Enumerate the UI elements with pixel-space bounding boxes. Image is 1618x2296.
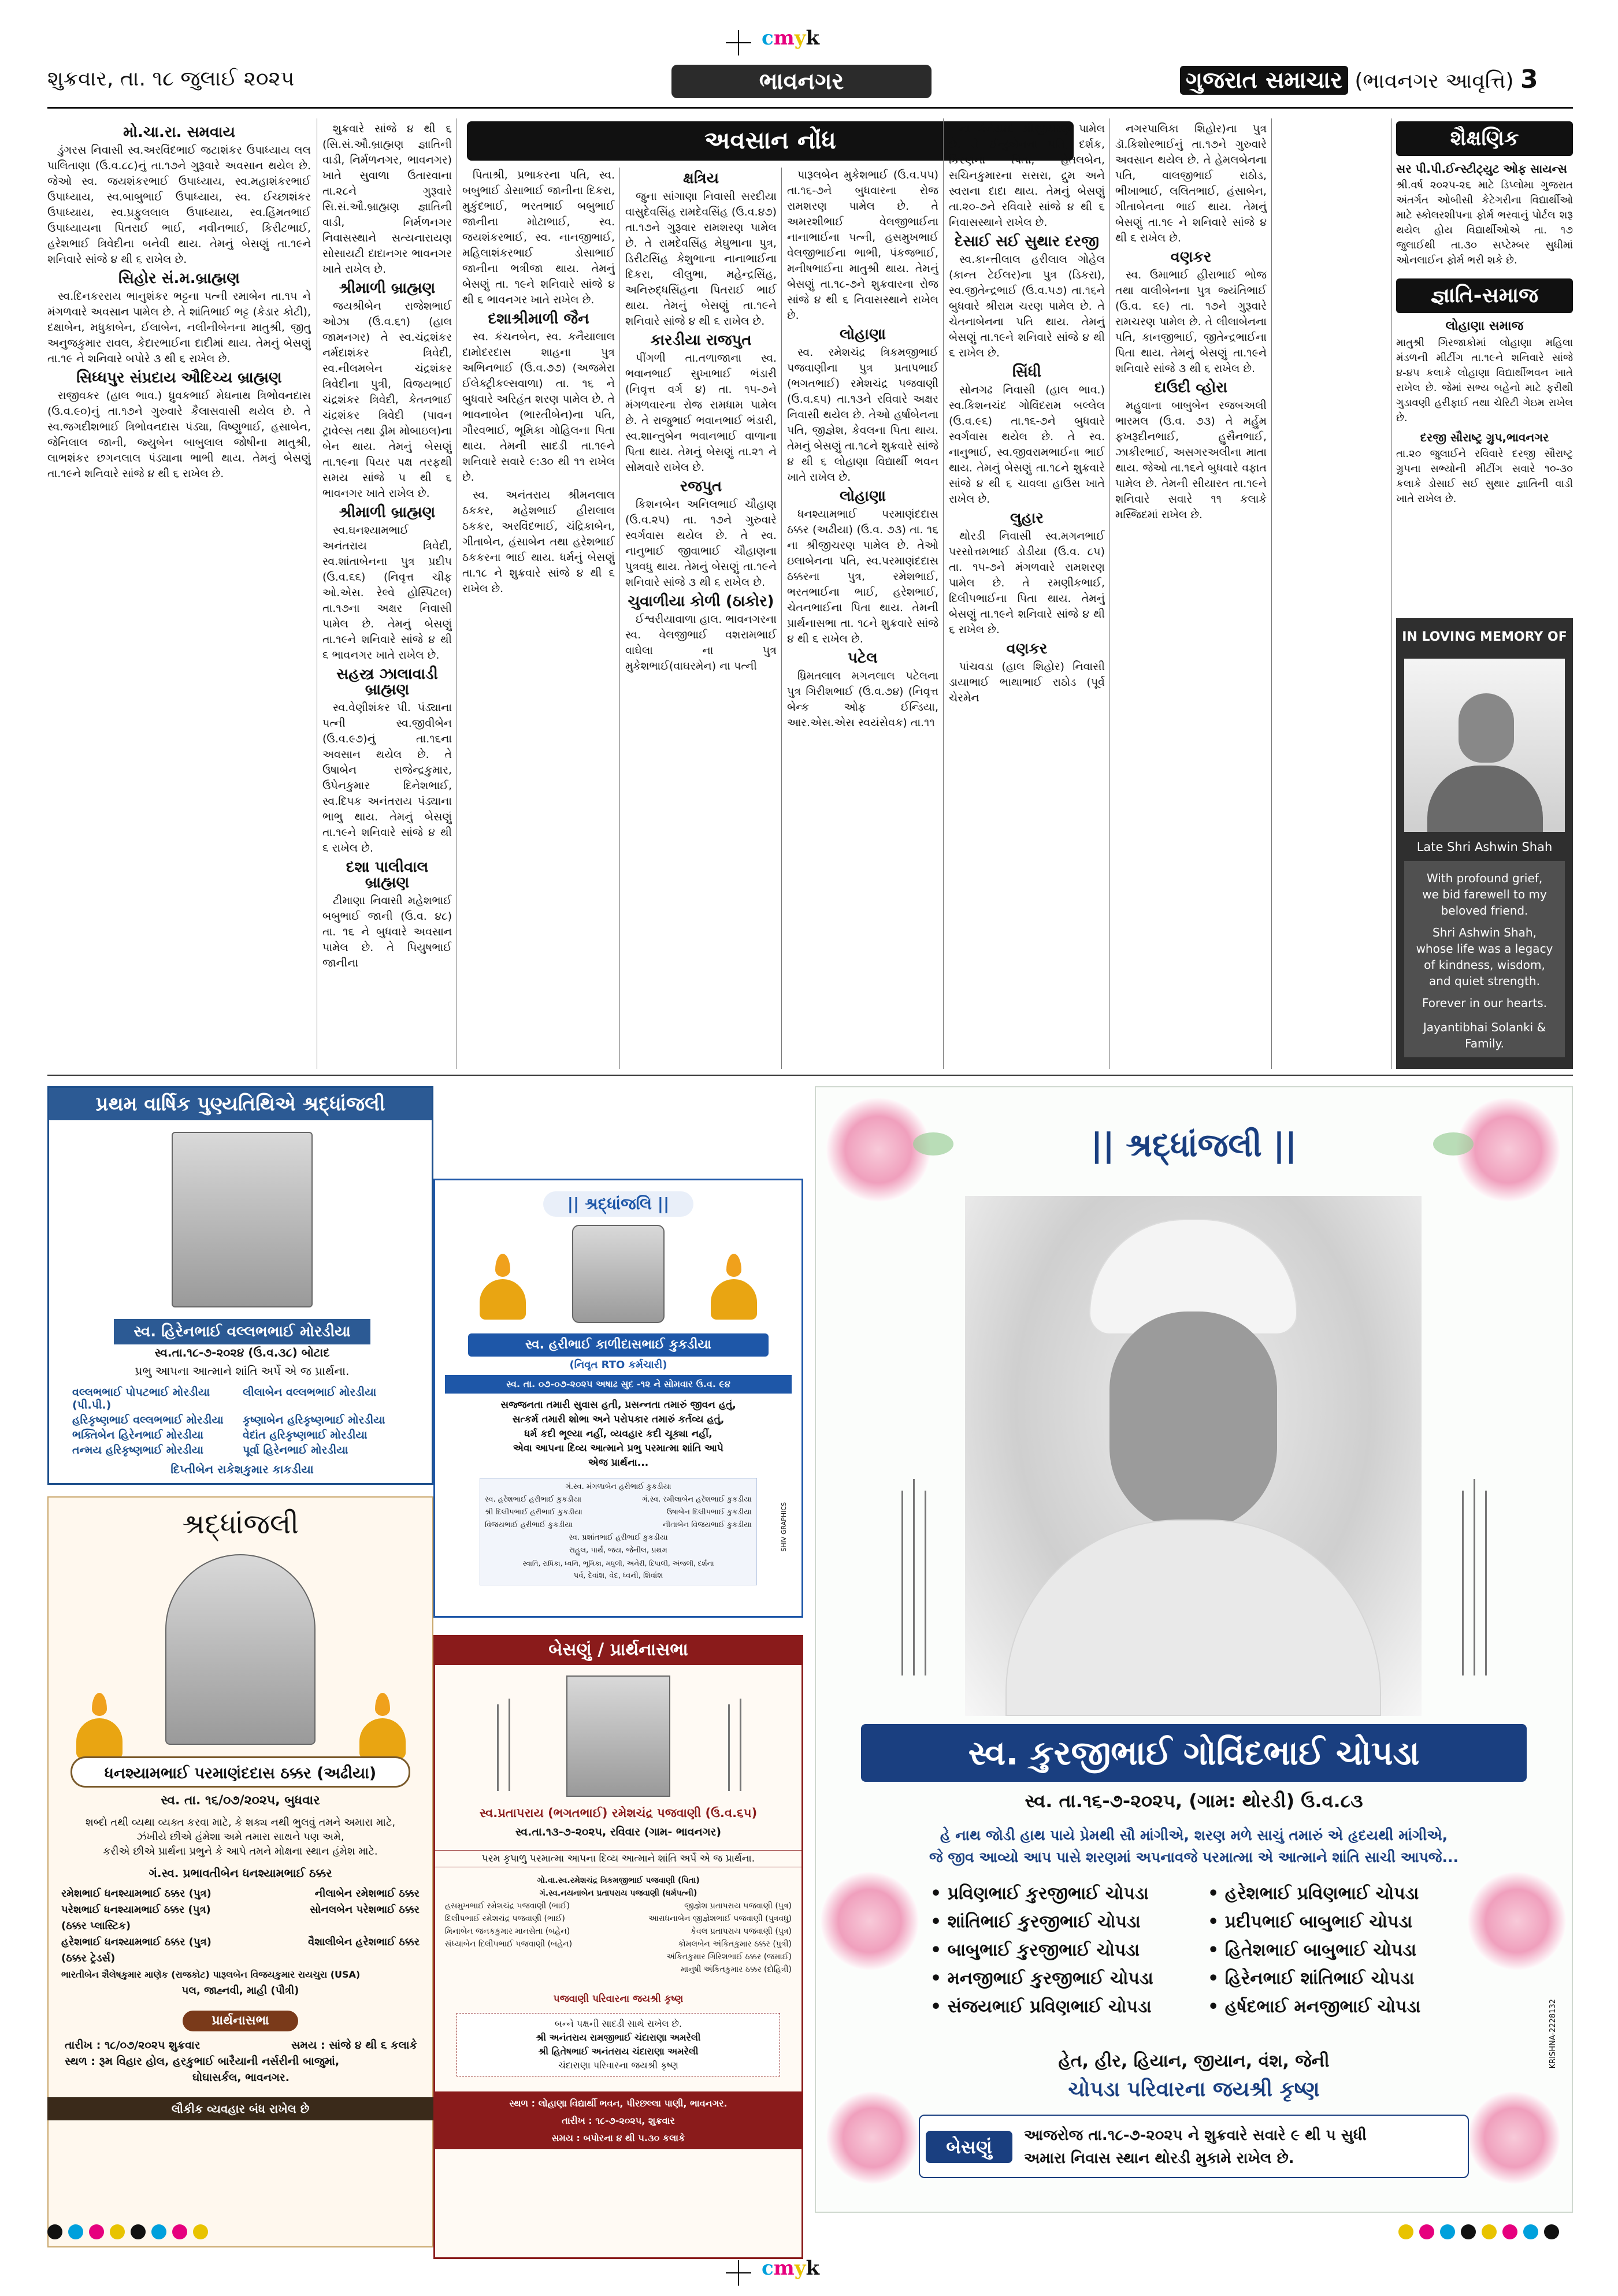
obituary-text: રાજીવકર (હાલ ભાવ.) ધ્રુવકભાઈ મેઘનાથ ત્રિભોવનદાસ (ઉ.વ.૯૦)નું તા.૧૭ને ગુરુવારે કૈલાસવાસી થયેલ છે. તે સ્વ.જગદીશભાઈ ત્રિભોવનદાસ પંડ્યા, વિષ્ણુભાઈ, હસાબેન, જેનિલાલ જાની, જ્યુબેન બાબુલાલ જોષીના માતુશ્રી, લાભશંકર છગનલાલ પંડ્યાના ભાભી થાય. તેમનું બેસણું તા.૧૯ને શનિવારે સાંજે ૪ થી ૬ રાખેલ છે. [47,389,311,480]
designer-credit: SHIV GRAPHICS [780,1502,788,1552]
memorial-title: IN LOVING MEMORY OF [1402,630,1567,644]
education-heading: શૈક્ષણિક [1396,121,1573,156]
meeting-details [433,2091,803,2149]
besnu-notice [919,2115,1469,2178]
obituary-text: સ્વ. રમેશચંદ્ર ત્રિકમજીભાઈ પજવાણીના પુત્ર પ્રતાપભાઈ (ભગતભાઈ) રમેશચંદ્ર પજવાણી (ઉ.વ.૬૫) તા.૧૩ને રવિવારે અક્ષર નિવાસી થયેલ છે. તેઓ હર્ષાબેનના પતિ, જીજ્ઞેશ, કેવલના પિતા થાય. તેમનું બેસણું તા.૧૮ને શુક્રવારે સાંજે ૪ થી ૬ લોહાણા વિદ્યાર્થી ભવન ખાતે રાખેલ છે. [787,346,938,484]
family-list [480,1478,757,1585]
obituary-banner: અવસાન નોંધ [467,121,1074,161]
meeting-time: સમય : સાંજે ૪ થી ૬ કલાકે [291,2039,417,2052]
incense-icon [497,1704,499,1791]
obituary-heading: મો.ચા.રા. સમવાય [123,124,235,141]
family-member: દિપ્તીબેન રાકેશકુમાર કાકડીયા [170,1462,314,1476]
family-member: પર્વ, દેવાંશ, વેદ, ધ્વની, શિવાંશ [573,1571,663,1580]
memorial-line: Shri Ashwin Shah, [1433,926,1537,939]
education-subheading: સર પી.પી.ઈન્સ્ટીટ્યુટ ઓફ સાયન્સ [1396,162,1567,176]
family-member: વૈશાલીબેન હરેશભાઈ ઠક્કર [308,1936,420,1948]
column-rule [1391,118,1392,1069]
obituary-text: કિશનબેન અનિલભાઈ ચૌહાણ (ઉ.વ.૨૫) તા. ૧૭ને ગુરુવારે સ્વર્ગવાસ થયેલ છે. તે સ્વ. નાનુભાઈ જીવાભાઈ ચૌહાણના પુત્રવધુ થાય. તેમનું બેસણું તા.૧૯ને શનિવારે સાંજે ૩ થી ૬ રાખેલ છે. [625,498,777,589]
family-member: વેદાંત હરિકૃષ્ણભાઈ મોરડીયા [243,1429,368,1441]
obituary-text: પિતાશ્રી, પ્રભાકરના પતિ, સ્વ. બબુભાઈ ડોસાભાઈ જાનીના દિકરા, મુકુંદભાઈ, ભરતભાઈ બબુભાઈ જાનીના મોટાભાઈ, સ્વ. જયશંકરભાઈ, સ્વ. નાનજીભાઈ, મહિલાશંકરભાઈ ડોસાભાઈ જાનીના ભત્રીજા થાય. તેમનું બેસણું તા. ૧૯ને શનિવારે સાંજે ૪ થી ૬ ભાવનગર ખાતે રાખેલ છે. [462,169,615,306]
family-member: નીતાબેન વિજયભાઈ કુકડીયા [662,1521,752,1529]
family-member: હરેશભાઈ ધનશ્યામભાઈ ઠક્કર (પુત્ર) [61,1936,211,1948]
tribute-prayer [849,1825,1538,1868]
family-member: જીજ્ઞેશ પ્રતાપરાય પજવાણી (પુત્ર) [684,1901,792,1911]
flower-decoration [826,2091,919,2184]
obituary-heading: સિધ્ધપુર સંપ્રદાય ઔદિચ્ય બ્રાહ્મણ [76,369,282,387]
obituary-text: જયશ્રીબેન રાજેશભાઈ ઓઝા (ઉ.વ.૬૧) (હાલ જામનગર) તે સ્વ.ચંદ્રશંકર નર્મદાશંકર ત્રિવેદી, સ્વ.નીલમબેન ચંદ્રશંકર ત્રિવેદીના પુત્રી, વિજયભાઈ ચંદ્રશંકર ત્રિવેદી, કેતનભાઈ ચંદ્રશંકર ત્રિવેદી (પાવન ટ્રાવેલ્સ તથા ડ્રીમ મોબાઇલ)ના બેન થાય. તેમનું બેસણું તા.૧૯ના પિયર પક્ષ તરફથી સમય સાંજે ૫ થી ૬ ભાવનગર ખાતે રાખેલ છે. [322,300,452,500]
tribute-ad-moradiya [47,1086,433,1485]
column-rule [781,168,782,1069]
family-member: પલ, જાહ્નવી, માહી (પૌત્રી) [181,1985,299,1997]
custom-notice: લૌકીક વ્યવહાર બંધ રાખેલ છે [47,2097,433,2120]
obituary-text: સ્વ. અનંતરાય શ્રીમનલાલ ઠકકર, મહેશભાઈ હીરાલાલ ઠકકર, અરવિંદભાઈ, ચંદ્રિકાબેન, ગીતાબેન, હંસાબેન તથા હરેશભાઈ ઠકકરના ભાઈ થાય. ધર્મનું બેસણું તા.૧૮ ને શુક્રવારે સાંજે ૪ થી ૬ રાખેલ છે. [462,489,615,595]
family-member: વલ્લભભાઈ પોપટભાઈ મોરડીયા (પી.પી.) [72,1386,210,1411]
tribute-ad-chopda [815,1086,1573,2213]
notices-sidebar [1396,121,1573,601]
memorial-signoff: Jayantibhai Solanki & [1423,1020,1546,1034]
cmyk-label: cmyk [762,27,820,50]
family-member: ભારતીબેન શૈલેષકુમાર માણેક (રાજકોટ) પારૂલબેન વિજયકુમાર રાયચુરા (USA) [61,1969,361,1980]
obituary-text: જુના સાંગાણા નિવાસી સરદીયા વાસુદેવસિંહ રામદેવસિંહ (ઉ.વ.૪૭) તા.૧૭ને ગુરૂવાર રામશરણ પામેલ છે. તે રામદેવસિંહ મેઘુભાના પુત્ર, ડિરીટસિંહ કેશુભાના નાનાભાઈના દિકરા, લીલુભા, મહેન્દ્રસિંહ, અનિરુદ્ધસિંહના પિતરાઈ ભાઈ થાય. તેમનું બેસણું તા.૧૯ને શનિવારે સાંજે ૪ થી ૬ રાખેલ છે. [625,190,777,328]
flower-decoration [821,1872,919,1970]
obituary-text: સ્વ.કાન્તીલાલ હરીલાલ ગોહેલ (કાન્ત ટેઈલર)ના પુત્ર (ડિકરા), સ્વ.જીતેન્દ્રભાઈ (ઉ.વ.૫૭) તા.૧૬ને બુધવારે શ્રીરામ ચરણ પામેલ છે. તે ચેતનાબેનના પતિ થાય. તેમનું બેસણું તા.૧૯ને શનિવારે સાંજે ૪ થી ૬ રાખેલ છે. [949,253,1105,359]
tribute-poem [59,1815,422,1859]
notice-line: શ્રી અનંતરાય રામજીભાઈ ચંદારાણા અમરેલી [536,2032,701,2043]
besnu-date: આજરોજ તા.૧૮-૭-૨૦૨૫ ને શુક્રવારે સવારે ૯ થી ૫ સુધી [1024,2127,1367,2144]
edition-label: (ભાવનગર આવૃત્તિ) [1354,69,1514,93]
obituary-text: સોનગઢ નિવાસી (હાલ ભાવ.) સ્વ.કિશનચંદ ગોવિંદરામ બલ્લેલ (ઉ.વ.૯૬) તા.૧૬-૭ને બુધવારે સ્વર્ગવાસ થયેલ છે. તે સ્વ. નાનુભાઈ, સ્વ.જીવરામભાઈના ભાઈ થાય. તેમનું બેસણું તા.૧૮ને શુક્રવારે સાંજે ૪ થી ૬ ચાવલા હાઉસ ખાતે રાખેલ છે. [949,384,1105,506]
family-member: કેવલ પ્રતાપરાય પજવાણી (પુત્ર) [691,1927,792,1936]
family-member: સોનલબેન પરેશભાઈ ઠક્કર [310,1904,420,1916]
community-text: તા.૨૦ જુલાઈને રવિવારે દરજી સૌરાષ્ટ્ર ગ્રુપના સભ્યોની મીટીંગ સવારે ૧૦-૩૦ કલાકે ડોસાઈ સઈ સુથાર જ્ઞાતિની વાડી ખાતે રાખેલ છે. [1396,448,1573,505]
tribute-ad-header: પ્રથમ વાર્ષિક પુણ્યતિથિએ શ્રદ્ધાંજલી [49,1088,432,1120]
cmyk-label: cmyk [762,2257,820,2280]
meeting-place: સ્થળ : રૂમ વિહાર હોલ, હરકુભાઈ બારૈયાની નર્સરીની બાજુમાં, [65,2055,340,2068]
incense-icon [901,1491,903,1675]
notice-line: ચંદારાણા પરિવારના જયશ્રી કૃષ્ણ [558,2060,678,2071]
community-subheading: લોહાણા સમાજ [1445,319,1524,333]
oil-lamp-icon [359,1693,406,1759]
section-divider [47,1075,1573,1076]
family-member: • બાબુભાઈ કુરજીભાઈ ચોપડા [930,1940,1140,1960]
obituary-heading: દશાશ્રીમાળી જૈન [488,310,589,328]
obituary-heading: દશા પાલીવાલ બ્રાહ્મણ [346,859,429,891]
quote-line: સજ્જનતા તમારી સુવાસ હતી, પ્રસન્નતા તમારું જીવન હતું, [500,1399,736,1411]
family-member: લીલાબેન વલ્લભભાઈ મોરડીયા [243,1386,377,1399]
memorial-message [1404,861,1565,1057]
portrait-face [1109,1312,1277,1531]
deceased-subtitle: (નિવૃત RTO કર્મચારી) [569,1359,667,1371]
obituary-text: ધનશ્યામભાઈ પરમાણંદદાસ ઠક્કર (અઢીયા) (ઉ.વ. ૭૩) તા. ૧૬ ના શ્રીજીચરણ પામેલ છે. તેઓ ઇલાબેનના પતિ, સ્વ.પરમાણંદદાસ ઠક્કરના પુત્ર, રમેશભાઈ, ભરતભાઈના ભાઈ, હરેશભાઈ, ચેતનભાઈના પિતા થાય. તેમની પ્રાર્થનાસભા તા. ૧૮ને શુક્રવારે સાંજે ૪ થી ૬ રાખેલ છે. [787,508,938,645]
family-member: સ્વ. પ્રશાંતભાઈ હરીભાઈ કુકડીયા [569,1533,668,1542]
memorial-line: of kindness, wisdom, [1424,958,1545,972]
newspaper-brand: ગુજરાત સમાચાર [1180,66,1348,95]
family-greeting: ચોપડા પરિવારના જયશ્રી કૃષ્ણ [1068,2078,1320,2101]
family-list [61,1886,420,1999]
portrait-head [1459,693,1514,763]
incense-icon [1462,1491,1464,1675]
prayer-line: પરમ કૃપાળુ પરમાત્મા આપના દિવ્ય આત્માને શાંતિ અર્પે એ જ પ્રાર્થના. [433,1850,803,1867]
deceased-name: સ્વ. હિરેનભાઈ વલ્લભભાઈ મોરડીયા [114,1319,370,1344]
designer-credit: KRISHNA-2228132 [1549,1999,1557,2069]
besnu-place: અમારા નિવાસ સ્થાન થોરડી મુકામે રાખેલ છે. [1024,2150,1294,2167]
prayer-line: પ્રભુ આપના આત્માને શાંતિ અર્પે એ જ પ્રાર્થના. [135,1364,350,1378]
memorial-line: we bid farewell to my [1422,887,1547,901]
community-subheading: દરજી સૌરાષ્ટ્ર ગ્રુપ,ભાવનગર [1420,430,1549,444]
column-rule [943,118,944,1069]
color-registration-dots [1398,2224,1565,2242]
prayer-meeting-label: પ્રાર્થનાસભા [183,2011,298,2031]
family-member: ઉષાબેન દિલીપભાઈ કુકડીયા [666,1508,752,1517]
family-list [72,1386,413,1457]
issue-date: શુક્રવાર, તા. ૧૮ જુલાઈ ૨૦૨૫ [47,67,295,91]
family-member: ગં.સ્વ. રમીલાબેન હરેશભાઈ કુકડીયા [641,1495,752,1504]
family-member: • પ્રદીપભાઈ બાબુભાઈ ચોપડા [1208,1912,1413,1932]
tribute-ad-header: || શ્રદ્ધાંજલિ || [543,1191,693,1217]
family-member: • સંજયભાઈ પ્રવિણભાઈ ચોપડા [930,1997,1152,2017]
deceased-photo [572,1225,665,1323]
prayer-meeting-details [65,2037,417,2086]
obituary-text: સ્વ. ઉમાભાઈ હીરાભાઈ ભોજ તથા વાલીબેનના પુત્ર જ્યંતિભાઈ (ઉ.વ. ૬૯) તા. ૧૭ને ગુરૂવારે રામચરણ પામેલ છે. તે લીલાબેનના પતિ, કાનજીભાઈ, જીતેન્દ્રભાઈના પિતા થાય. તેમનું બેસણું તા.૧૯ને શનિવારે સાંજે ૩ થી ૬ રાખેલ છે. [1115,269,1267,375]
memorial-name: Late Shri Ashwin Shah [1416,840,1553,854]
education-text: શ્રી.વર્ષ ૨૦૨૫-૨૬ માટે ડિપ્લોમા ગુજરાત અંતર્ગત ઓબીસી કેટેગરીના વિદ્યાર્થીઓ માટે સ્કોલરશીપના ફોર્મ ભરવાનું પોર્ટલ શરૂ થયેલ હોય વિદ્યાર્થીઓએ તા. ૧૭ જુલાઈથી તા.૩૦ સપ્ટેમ્બર સુધીમાં ઓનલાઈન ફોર્મ ભરી શકે છે. [1396,179,1573,266]
masthead [1180,65,1538,94]
obituary-heading: લોહાણા [839,488,886,505]
oil-lamp-icon [76,1693,123,1759]
incense-icon [740,1699,741,1791]
family-member: સંધ્યાબેન દિલીપભાઈ પજવાણી (બહેન) [445,1940,573,1949]
obituary-heading: લુહાર [1010,510,1044,527]
family-member: • મનજીભાઈ કુરજીભાઈ ચોપડા [930,1968,1153,1989]
incense-icon [1485,1491,1487,1675]
community-text: માતુશ્રી ગિરજાકોમાં લોહાણા મહિલા મંડળની મીટીંગ તા.૧૯ને શનિવારે સાંજે ૪-૪૫ કલાકે લોહાણા વિદ્યાર્થીભવન ખાતે રાખેલ છે. જેમાં સભ્ય બહેનો માટે ફરીથી ગુડાવણી હરીફાઈ તથા ચેરિટી ગેઇમ રાખેલ છે. [1396,337,1573,424]
family-member: માનુષી અંકિતકુમાર ઠક્કર (દોહિત્રી) [680,1965,792,1974]
obituary-column-4 [625,168,777,1069]
deceased-name: સ્વ. હરીભાઈ કાળીદાસભાઈ કુકડીયા [468,1333,769,1357]
memorial-photo [1404,659,1565,832]
obituary-text: ડુંગરસ નિવાસી સ્વ.અરવિંદભાઈ જટાશંકર ઉપાધ્યાય લલ પાલિતાણા (ઉ.વ.૮૮)નું તા.૧૭ને ગુરૂવારે અવસાન થયેલ છે. જેઓ સ્વ. જયશંકરભાઈ ઉપાધ્યાય, સ્વ.મહાશંકરભાઈ ઉપાધ્યાય, સ્વ.બાબુભાઈ ઉપાધ્યાય, સ્વ. ઈચ્છાશંકર ઉપાધ્યાય, સ્વ.પ્રફુલલાલ ઉપાધ્યાય, સ્વ.હિંમતભાઈ ઉપાધ્યાયના પિતરાઈ ભાઈ, નવીનભાઈ, કિરીટભાઈ, હરેશભાઈ ત્રિવેદીના બનેવી થાય. તેમનું બેસણું તા.૧૯ને શનિવારે સાંજે ૪ થી ૬ રાખેલ છે. [47,144,311,266]
page-number: 3 [1520,65,1538,94]
tribute-ad-thakkar [47,1496,433,2247]
meeting-place: ઘોઘાસર્કલ, ભાવનગર. [192,2071,290,2084]
obituary-text: સ્વ. કંચનબેન, સ્વ. કનૈયાલાલ દામોદરદાસ શાહના પુત્ર અભિનભાઈ (ઉ.વ.૭૭) (અજમેરા ઈલેક્ટ્રીકલ્સવાળા) તા. ૧૬ ને બુધવારે અરિહંત શરણ પામેલ છે. તે ભાવનાબેન (ભારતીબેન)ના પતિ, ગૌરવભાઈ, ભૂમિકા ગોહિલના પિતા થાય. તેમની સાદડી તા.૧૯ને શનિવારે સવારે ૯:૩૦ થી ૧૧ રાખેલ છે. [462,330,615,484]
obituary-heading: વણકર [1006,640,1048,657]
prayer-line: હે નાથ જોડી હાથ પાયે પ્રેમથી સૌ માંગીએ, શરણ મળે સાચું તમારું એ હૃદયથી માંગીએ, [940,1827,1448,1844]
incense-icon [913,1479,915,1675]
family-member: કૃષ્ણાબેન હરિકૃષ્ણભાઈ મોરડીયા [243,1414,385,1426]
column-rule [1271,118,1272,1069]
flower-decoration [1468,1872,1566,1970]
obituary-column-5 [787,168,938,1069]
deceased-dates: સ્વ.તા.૧૩-૭-૨૦૨૫, રવિવાર (ગામ- ભાવનગર) [515,1826,722,1838]
meeting-date: તારીખ : ૧૮-૭-૨૦૨૫, શુક્રવાર [562,2115,675,2126]
deceased-name: ધનશ્યામભાઈ પરમાણંદદાસ ઠક્કર (અઢીયા) [70,1756,410,1788]
incense-icon [925,1491,926,1675]
obituary-heading: સહસ્ત્ર ઝાલાવાડી બ્રાહ્મણ [336,666,438,699]
quote-line: એવા આપના દિવ્ય આત્માને પ્રભુ પરમાત્મા શાંતિ આપે [513,1443,723,1454]
portrait-shoulders [1427,766,1543,832]
obituary-text: નગરપાલિકા શિહોર)ના પુત્ર ડૉ.કિશોરભાઈનું તા.૧૭ને ગુરુવારે અવસાન થયેલ છે. તે હેમલબેનના પતિ, વાલજીભાઈ રાઠોડ, ભીખાભાઈ, લલિતભાઈ, હંસાબેન, ગીતાબેનના ભાઈ થાય. તેમનું બેસણું તા.૧૯ ને શનિવારે સાંજે ૪ થી ૬ રાખેલ છે. [1115,122,1267,244]
deceased-dates: સ્વ. તા. ૧૬/૦૭/૨૦૨૫, બુધવાર [161,1793,320,1808]
obituary-text: થોરડી નિવાસી સ્વ.મગનભાઈ પરસોત્તમભાઈ ડોડીયા (ઉ.વ. ૮૫) તા. ૧૫-૭ને મંગળવારે રામશરણ પામેલ છે. તે રમણીકભાઈ, દિલીપભાઈના પિતા થાય. તેમનું બેસણું તા.૧૯ને શનિવારે સાંજે ૪ થી ૬ રાખેલ છે. [949,530,1105,636]
obituary-text: ધ્રિમતલાલ મગનલાલ પટેલના પુત્ર ગિરીશભાઈ (ઉ.વ.૭૪) (નિવૃત્ત બેન્ક ઓફ ઈન્ડિયા, આર.એસ.એસ સ્વયંસેવક) તા.૧૧ [787,670,938,729]
besnu-details [1024,2124,1463,2170]
section-title: ભાવનગર [671,65,932,98]
obituary-text: શુક્રવારે સાંજે ૪ થી ૬ (સિ.સં.ઔ.બ્રાહ્મણ જ્ઞાતિની વાડી, નિર્મળનગર, ભાવનગર) ખાતે સુવાળા ઉતારવાના તા.૨૮ને ગુરૂવારે સિ.સં.ઔ.બ્રાહ્મણ જ્ઞાતિની વાડી, નિર્મળનગર નિવાસસ્થાને સત્યનારાયણ સોસાયટી દાદાનગર ભાવનગર ખાતે રાખેલ છે. [322,122,452,276]
family-member: • હિરેનભાઈ શાંતિભાઈ ચોપડા [1208,1968,1415,1989]
family-member: • હિતેશભાઈ બાબુભાઈ ચોપડા [1208,1940,1416,1960]
oil-lamp-icon [711,1254,757,1320]
memorial-line: beloved friend. [1441,904,1528,917]
family-member: પરેશભાઈ ધનશ્યામભાઈ ઠક્કર (પુત્ર) [61,1904,211,1916]
meeting-place: સ્થળ : લોહાણા વિદ્યાર્થી ભવન, પીરછલ્લા પાણી, ભાવનગર. [509,2098,728,2109]
community-heading: જ્ઞાતિ-સમાજ [1396,278,1573,313]
deceased-name: સ્વ.પ્રતાપરાય (ભગતભાઈ) રમેશચંદ્ર પજવાણી (ઉ.વ.૬૫) [479,1806,758,1820]
tribute-ad-header: બેસણું / પ્રાર્થનાસભા [433,1635,803,1665]
spouse-name: ગં.સ્વ. પ્રભાવતીબેન ધનશ્યામભાઈ ઠક્કર [149,1866,332,1880]
obituary-heading: ચુવાળીયા કોળી (ઠાકોર) [628,593,774,610]
family-member: અંકિતકુમાર ગિરિશભાઈ ઠક્કર (જમાઈ) [666,1952,792,1961]
notice-line: બન્ને પક્ષની સાદડી સાથે રાખેલ છે. [555,2018,682,2029]
deceased-photo [566,1675,670,1797]
family-member: મિનાબેન જનકકુમાર માનસેતા (બહેન) [445,1927,570,1936]
family-list [445,1874,792,1976]
family-member: ગો.વા.સ્વ.રમેશચંદ્ર ત્રિકમજીભાઈ પજવાણી (પિતા) [537,1876,700,1885]
memorial-line: and quiet strength. [1428,974,1540,988]
obituary-heading: વણકર [1170,248,1212,266]
obituary-heading: શ્રીમાળી બ્રાહ્મણ [339,280,436,297]
memorial-line: With profound grief, [1426,871,1543,885]
besnu-label: બેસણું [926,2131,1012,2163]
family-member: તન્મય હરિકૃષ્ણભાઈ મોરડીયા [72,1444,203,1457]
tribute-ad-kukadiya [433,1179,803,1618]
obituary-heading: દેસાઈ સઈ સુથાર દરજી [955,233,1099,250]
obituary-column-6 [949,121,1105,1069]
quote-line: એજ પ્રાર્થના... [588,1457,649,1469]
family-member: • શાંતિભાઈ કુરજીભાઈ ચોપડા [930,1912,1141,1932]
memorial-line: whose life was a legacy [1416,942,1553,956]
obituary-text: ના કેનેડામાં શ્રીજીચરણ પામેલ છે. તે ઈન્દુબેનના પતિ, દર્શક, કિરણના પિતા, હેતલબેન, સચિનકુમારના સસરા, દ્રુમ અને સ્વરાના દાદા થાય. તેમનું બેસણું તા.૨૦-૭ને રવિવારે સાંજે ૪ થી ૬ નિવાસસ્થાને રાખેલ છે. [949,122,1105,229]
family-member: ગં.સ્વ.નયનાબેન પ્રતાપરાય પજવાણી (ધર્મપત્ની) [539,1889,697,1898]
memorial-signoff: Family. [1465,1036,1504,1050]
registration-mark [726,2260,751,2286]
family-member: સ્વ. હરેશભાઈ હરીભાઈ કુકડીયા [485,1495,582,1504]
obituary-column-7 [1115,121,1267,1069]
poem-line: ઝંખીયે છીએ હંમેશા અમે તમારા સાથને પણ અમે, [136,1831,344,1843]
obituary-text: સ્વ.વેણીશંકર પી. પંડ્યાના પત્ની સ્વ.જીવીબેન (ઉ.વ.૯૭)નું તા.૧૬ના અવસાન થયેલ છે. તે ઉષાબેન રાજેન્દ્રકુમાર, ઉપેનકુમાર દિનેશભાઈ, સ્વ.દિપક અનંતરાય પંડ્યાના ભાભુ થાય. તેમનું બેસણું તા.૧૯ને શનિવારે સાંજે ૪ થી ૬ રાખેલ છે. [322,701,452,855]
sadadi-notice [457,2013,780,2076]
tribute-ad-pajvani [433,1635,803,2259]
deceased-name: સ્વ. કુરજીભાઈ ગોવિંદભાઈ ચોપડા [861,1724,1527,1782]
obituary-text: મહુવાના બાબુબેન રજબઅલી ભારમલ (ઉ.વ. ૭૩) તે મર્હુમ ફખરૂદીનભાઈ, હુસૈનભાઈ, ઝાકીરભાઈ, અસગરઅલીના માતા થાય. જેઓ તા.૧૬ને બુધવારે વફાત પામેલ છે. તેમની સીયારત તા.૧૯ને શનિવારે સવારે ૧૧ કલાકે મસ્જિદમાં રાખેલ છે. [1115,399,1267,521]
family-greeting: પજવાણી પરિવારના જયશ્રી કૃષ્ણ [553,1993,684,2005]
family-member: સ્વાતિ, રાધિકા, ધ્વનિ, ભૂમિકા, મધુલી, અનેરી, દિપાલી, અંજલી, દર્શના [522,1559,714,1567]
obituary-heading: કારડીયા રાજપુત [650,332,752,349]
color-registration-dots [47,2224,214,2242]
obituary-heading: શ્રીમાળી બ્રાહ્મણ [339,504,436,521]
obituary-text: પાંચવડા (હાલ શિહોર) નિવાસી ડાયાભાઈ ભાથાભાઈ રાઠોડ (પૂર્વ ચેરમેન [949,660,1105,704]
meeting-time: સમય : બપોરના ૪ થી ૫.૩૦ કલાકે [551,2132,685,2143]
family-member: આરાધનાબેન જીજ્ઞેશભાઈ પજવાણી (પુત્રવધુ) [648,1914,792,1923]
family-member: દિલીપભાઈ રમેશચંદ્ર પજવાણી (ભાઈ) [445,1914,565,1923]
obituary-column-2 [322,121,452,1069]
obituary-heading: લોહાણા [839,326,886,343]
portrait-shoulders [1005,1519,1381,1716]
page-header [47,58,1573,109]
business-name: (ઠક્કર ટ્રેડર્સ) [61,1952,116,1964]
grandchildren-names: હેત, હીર, હિયાન, જીયાન, વંશ, જેની [1058,2051,1330,2071]
tribute-quote [439,1398,797,1470]
obituary-text: પારૂલબેન મુકેશભાઈ (ઉ.વ.૫૫) તા.૧૬-૭ને બુધવારના રોજ રામશરણ પામેલ છે. તે અમરશીભાઈ વેલજીભાઈના નાનાભાઈના પત્ની, હસમુખભાઈ વેલજીભાઈના ભાભી, પંકજભાઈ, મનીષભાઈના માતુશ્રી થાય. તેમનું બેસણું તા.૧૮-૭ને શુક્રવારના રોજ સાંજે ૪ થી ૬ નિવાસસ્થાને રાખેલ છે. [787,169,938,322]
family-member: પૂર્વા હિરેનભાઈ મોરડીયા [243,1444,348,1457]
family-member: વિજયભાઈ હરીભાઈ કુકડીયા [485,1521,573,1529]
family-member: • પ્રવિણભાઈ કુરજીભાઈ ચોપડા [930,1883,1149,1904]
obituary-column-1 [47,121,311,1069]
obituary-text: ટીમાણા નિવાસી મહેશભાઈ બબુભાઈ જાની (ઉ.વ. ૪૮) તા. ૧૬ ને બુધવારે અવસાન પામેલ છે. તે પિયુષભાઈ જાનીના [322,894,452,969]
oil-lamp-icon [480,1254,526,1320]
flower-decoration [1468,2091,1560,2184]
meeting-date: તારીખ : ૧૮/૦૭/૨૦૨૫ શુક્રવાર [65,2039,201,2052]
memorial-line: Forever in our hearts. [1422,996,1547,1010]
obituary-text: ઈશ્વરીયાવાળા હાલ. ભાવનગરના સ્વ. વેલજીભાઈ વશરામભાઈ વાઘેલા ના પુત્ર મુકેશભાઈ(વાઘરમેન) ના પત્ની [625,613,777,673]
incense-icon [1474,1479,1475,1675]
family-member: • હરેશભાઈ પ્રવિણભાઈ ચોપડા [1208,1883,1419,1904]
family-member: ભક્તિબેન હિરેનભાઈ મોરડીયા [72,1429,204,1441]
family-member: હસમુખભાઈ રમેશચંદ્ર પજવાણી (ભાઈ) [445,1901,570,1911]
deceased-dates: સ્વ. તા. ૦૭-૦૭-૨૦૨૫ અષાઢ સુદ -૧૨ ને સોમવાર ઉ.વ. ૯૪ [445,1375,792,1394]
poem-line: શબ્દો તથી વ્યથા વ્યક્ત કરવા માટે, કે શક્ય નથી ભુલવું તમને અમારા માટે, [85,1816,396,1829]
tribute-ad-header: || શ્રદ્ધાંજલી || [1090,1127,1297,1164]
quote-line: ધર્મ કદી ભૂલ્યા નહીં, વ્યવહાર કદી ચૂક્યા નહીં, [524,1428,712,1440]
tribute-ad-header: શ્રદ્ધાંજલી [182,1508,299,1540]
family-member: રાહુલ, પાર્થ, જય, જેનીલ, પ્રથમ [569,1546,667,1555]
family-member: • હર્ષદભાઈ મનજીભાઈ ચોપડા [1208,1997,1421,2017]
registration-mark [726,30,751,55]
prayer-line: જે જીવ આવ્યો આપ પાસે શરણમાં અપનાવજે પરમાત્મા એ આત્માને શાંતિ સાચી આપજે... [929,1849,1459,1866]
obituary-heading: ક્ષત્રિય [682,170,719,187]
incense-icon [509,1699,510,1791]
obituary-heading: રજપુત [680,478,722,495]
obituary-heading: સિહોર સં.મ.બ્રાહ્મણ [118,270,240,287]
column-rule [619,168,620,1069]
obituary-text: પીંગળી તા.તળાજાના સ્વ. ભવાનભાઈ સુખાભાઈ ભંડારી (નિવૃત્ત વર્ગ ૪) તા. ૧૫-૭ને મંગળવારના રોજ રામધામ પામેલ છે. તે રાજુભાઈ ભવાનભાઈ ભંડારી, સ્વ.શાન્તુબેન ભવાનભાઈ વાળાના પિતા થાય. તેમનું બેસણું તા.૨૧ ને સોમવારે રાખેલ છે. [625,352,777,474]
family-member: શ્રી દિલીપભાઈ હરીભાઈ કુકડીયા [485,1508,582,1517]
poem-line: કરીએ છીએ પ્રાર્થના પ્રભુને કે આપે તમને મોક્ષના સ્થાન હંમેશ માટે. [103,1845,378,1857]
obituary-text: સ્વ.દિનકરરાય ભાનુશંકર ભટ્ટના પત્ની રમાબેન તા.૧૫ ને મંગળવારે અવસાન પામેલ છે. તે શાંતિભાઈ ભટ્ટ (કેડાર કોટી), દક્ષાબેન, મધુકાબેન, ઈલાબેન, નલીનીબેનના માતુશ્રી, જીતુ અનુજકુમાર રાવલ, કેદારભાઈના દાદીમાં થાય. તેમનું બેસણું તા.૧૯ ને શનિવારે બપોરે ૩ થી ૬ રાખેલ છે. [47,290,311,365]
deceased-photo [172,1132,313,1307]
family-list [930,1883,1462,2017]
business-name: (ઠક્કર પ્લાસ્ટિક) [61,1920,131,1932]
obituary-heading: સિંધી [1012,363,1041,381]
incense-icon [728,1704,730,1791]
obituary-heading: દાઉદી વ્હોરા [1154,379,1228,396]
deceased-photo [965,1196,1422,1716]
deceased-dates: સ્વ. તા.૧૬-૭-૨૦૨૫, (ગામ: થોરડી) ઉ.વ.૮૩ [1025,1790,1363,1812]
obituary-heading: પટેલ [848,649,878,667]
deceased-photo [165,1554,316,1745]
obituary-text: સ્વ.ઘનશ્યામભાઈ અનંતરાય ત્રિવેદી, સ્વ.શાંતાબેનના પુત્ર પ્રદીપ (ઉ.વ.૬૬) (નિવૃત્ત ચીફ ઓ.એસ. રેલ્વે હોસ્પિટલ) તા.૧૭ના અક્ષર નિવાસી પામેલ છે. તેમનું બેસણું તા.૧૯ને શનિવારે સાંજે ૪ થી ૬ ભાવનગર ખાતે રાખેલ છે. [322,524,452,662]
obituary-column-3 [462,168,615,1069]
family-member: નીલાબેન રમેશભાઈ ઠક્કર [314,1888,420,1900]
memorial-notice [1396,618,1573,1069]
family-member: કોમલબેન અંકિતકુમાર ઠક્કર (પુત્રી) [678,1940,792,1949]
family-member: હરિકૃષ્ણભાઈ વલ્લભભાઈ મોરડીયા [72,1414,224,1426]
quote-line: સત્કર્મ તમારી શોભા અને પરોપકાર તમારું કર્તવ્ય હતું, [512,1414,725,1425]
family-member: રમેશભાઈ ધનશ્યામભાઈ ઠક્કર (પુત્ર) [61,1888,211,1900]
column-rule [1109,118,1110,1069]
deceased-dates: સ્વ.તા.૧૮-૭-૨૦૨૪ (ઉ.વ.૩૮) બોટાદ [154,1346,330,1359]
notice-line: શ્રી હિતેષભાઈ અનંતરાય ચંદારાણા અમરેલી [538,2046,699,2057]
family-member: ગં.સ્વ. મંગળાબેન હરીભાઈ કુકડીયા [565,1483,671,1491]
